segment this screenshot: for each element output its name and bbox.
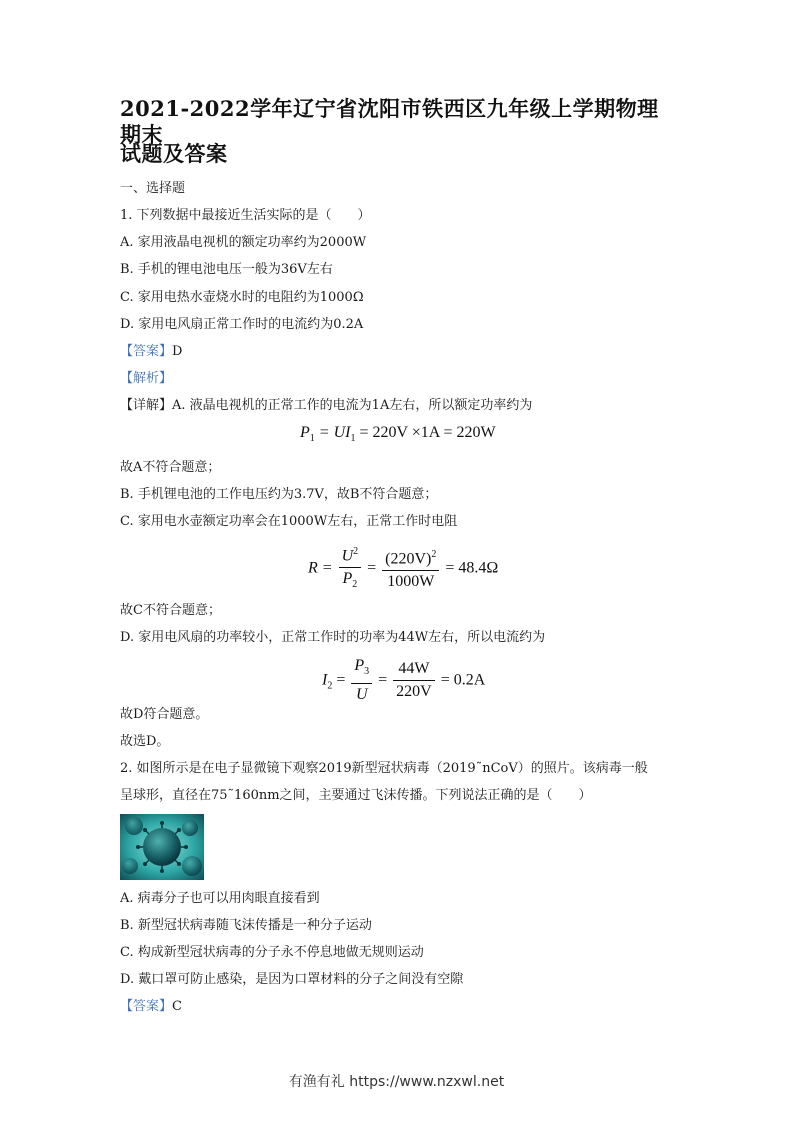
q1-option-b: B. 手机的锂电池电压一般为36V左右 <box>120 262 333 277</box>
formula-subscript: 1 <box>350 433 356 445</box>
formula-symbol: U <box>341 547 354 565</box>
q1-option-c: C. 家用电热水壶烧水时的电阻约为1000Ω <box>120 290 364 305</box>
formula-current: $I_2$ = $\frac{P_3}{U}$ = $\frac{44W}{220V}$ = 0.2A <box>322 657 486 704</box>
formula-term: 1000W <box>387 573 435 591</box>
q1-c-conclusion: 故C不符合题意； <box>120 603 221 618</box>
formula-symbol: R = <box>308 559 333 577</box>
q1-analysis-tag <box>120 370 172 388</box>
section-heading: 一、选择题 <box>120 181 186 196</box>
detail-a-text: A. 液晶电视机的正常工作的电流为1A左右，所以额定功率约为 <box>172 398 533 413</box>
analysis-tag: 【解析】 <box>120 371 173 386</box>
footer-watermark: 有渔有礼 https://www.nzxwl.net <box>288 1074 505 1090</box>
q1-option-d: D. 家用电风扇正常工作时的电流约为0.2A <box>120 317 364 332</box>
fraction-44w-220v <box>393 659 435 702</box>
formula-superscript: 2 <box>353 546 359 557</box>
formula-symbol: U <box>355 686 368 704</box>
answer-tag: 【答案】 <box>120 344 173 359</box>
formula-result: = 0.2A <box>440 671 486 689</box>
formula-result: = 48.4Ω <box>445 559 499 577</box>
virus-photo <box>120 814 204 880</box>
formula-superscript: 2 <box>431 549 437 561</box>
q2-stem-line2: 呈球形，直径在75˜160nm之间，主要通过飞沫传播。下列说法正确的是（ ） <box>120 788 592 803</box>
q1-a-conclusion: 故A不符合题意； <box>120 460 221 475</box>
q1-choose: 故选D。 <box>120 734 170 749</box>
fraction-p3-u <box>351 656 372 705</box>
formula-subscript: 3 <box>364 666 370 678</box>
detail-tag: 【详解】 <box>120 398 173 413</box>
answer-value: C <box>172 999 182 1014</box>
formula-symbol: P <box>342 570 353 588</box>
q1-answer <box>120 343 182 361</box>
q1-option-a: A. 家用液晶电视机的额定功率约为2000W <box>120 235 367 250</box>
q1-stem: 1. 下列数据中最接近生活实际的是（ ） <box>120 208 371 223</box>
q2-option-a: A. 病毒分子也可以用肉眼直接看到 <box>120 891 320 906</box>
formula-symbol: = UI <box>318 424 351 441</box>
q1-detail-a <box>120 397 532 415</box>
q1-d-text: D. 家用电风扇的功率较小，正常工作时的功率为44W左右，所以电流约为 <box>120 630 546 645</box>
fraction-220v-1000w <box>382 545 439 592</box>
q1-c-text: C. 家用电水壶额定功率会在1000W左右，正常工作时电阻 <box>120 514 458 529</box>
q2-option-b: B. 新型冠状病毒随飞沫传播是一种分子运动 <box>120 918 372 933</box>
fraction-u2-p2 <box>339 542 362 596</box>
formula-symbol: I <box>322 671 328 689</box>
answer-value: D <box>172 344 183 359</box>
q1-d-conclusion: 故D符合题意。 <box>120 707 209 722</box>
q2-answer <box>120 998 182 1016</box>
formula-subscript: 1 <box>309 433 315 445</box>
doc-title-line1: 2021-2022学年辽宁省沈阳市铁西区九年级上学期物理期末 <box>120 96 659 147</box>
formula-resistance: R = $\frac{U^2}{P_2}$ = $\frac{(220V)^2}{1000W}$ = 48.4Ω <box>308 542 498 596</box>
q2-stem-line1: 2. 如图所示是在电子显微镜下观察2019新型冠状病毒（2019˜nCoV）的照片。该病毒一般 <box>120 761 648 776</box>
formula-symbol: P <box>354 657 365 674</box>
formula-power <box>300 424 496 444</box>
q2-option-d: D. 戴口罩可防止感染，是因为口罩材料的分子之间没有空隙 <box>120 972 464 987</box>
formula-term: 220V <box>396 683 432 701</box>
formula-term: 44W <box>393 659 435 681</box>
formula-term: (220V) <box>385 550 432 568</box>
q2-option-c: C. 构成新型冠状病毒的分子永不停息地做无规则运动 <box>120 945 424 960</box>
q1-b-text: B. 手机锂电池的工作电压约为3.7V，故B不符合题意； <box>120 487 438 502</box>
answer-tag: 【答案】 <box>120 999 173 1014</box>
formula-symbol: P <box>300 424 310 441</box>
formula-subscript: 2 <box>352 579 358 591</box>
doc-title-line2: 试题及答案 <box>120 141 228 166</box>
formula-result: = 220V ×1A = 220W <box>359 424 496 441</box>
formula-subscript: 2 <box>327 680 333 692</box>
